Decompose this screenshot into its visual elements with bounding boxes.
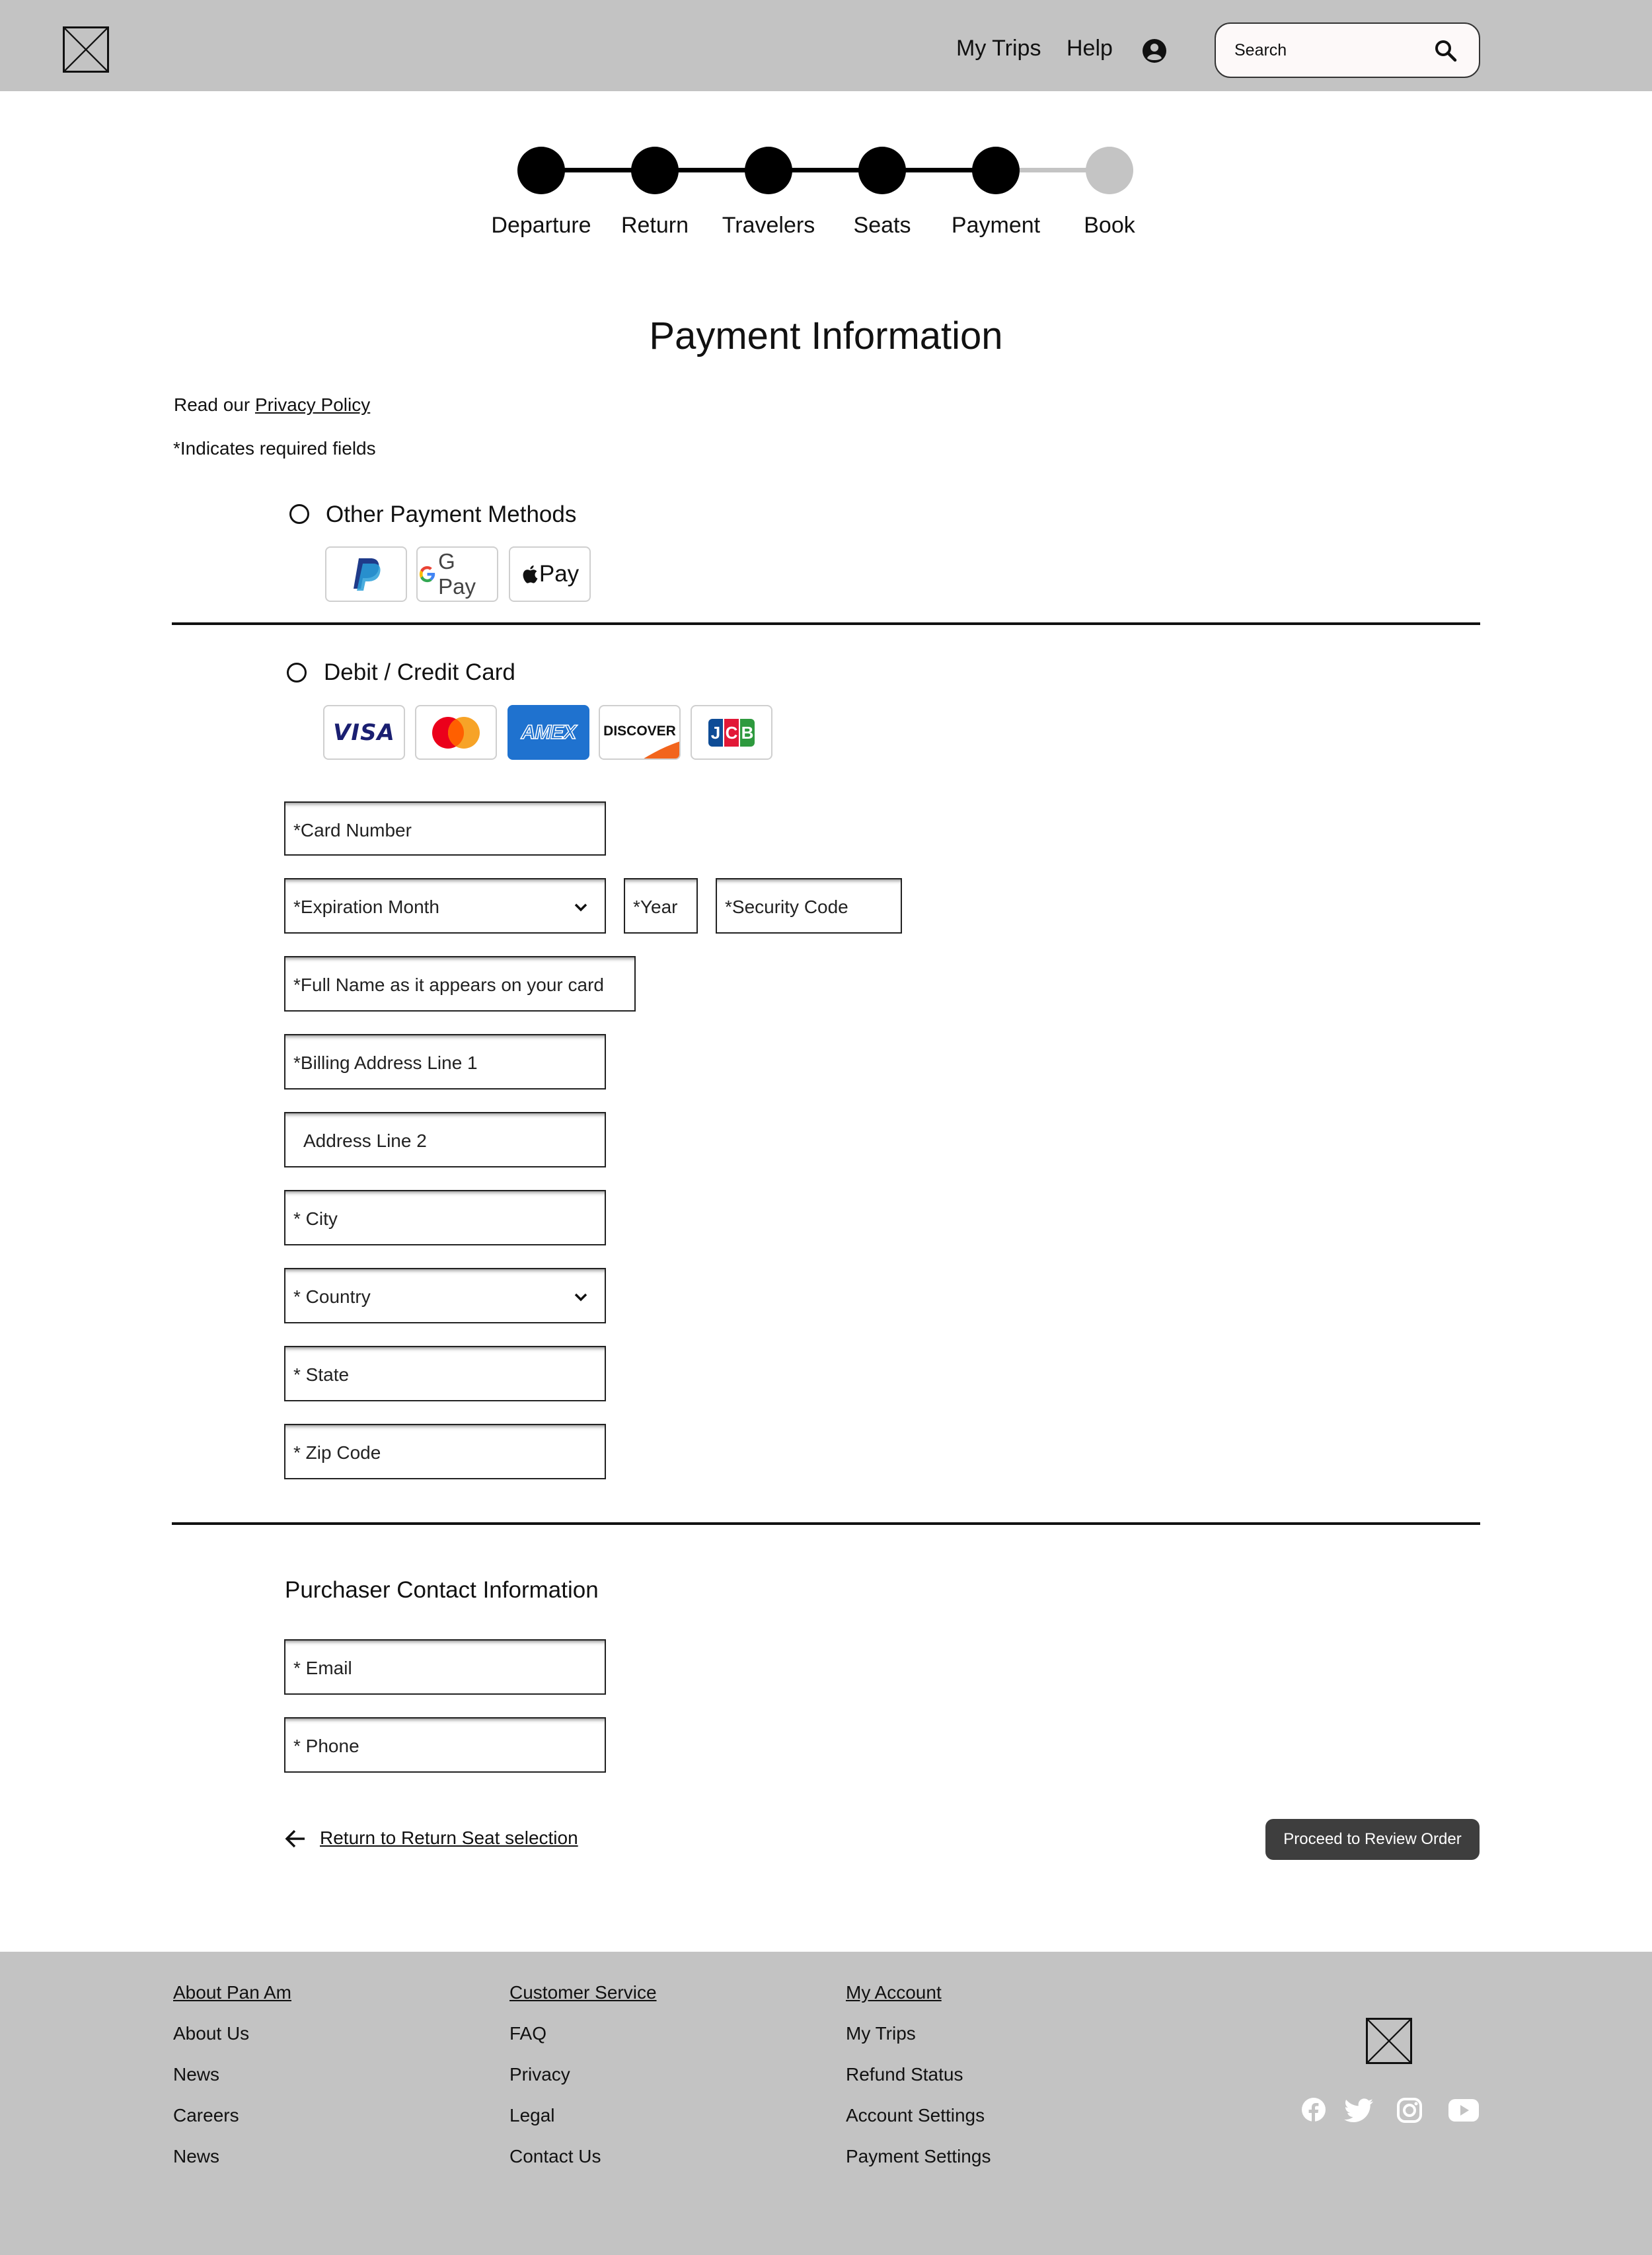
footer-heading-my-account[interactable]: My Account xyxy=(846,1982,942,2003)
country-label: * Country xyxy=(293,1286,371,1307)
footer-link[interactable]: News xyxy=(173,2146,220,2166)
card-number-field[interactable] xyxy=(284,801,606,856)
footer-heading-about[interactable]: About Pan Am xyxy=(173,1982,292,2003)
amex-logo xyxy=(507,705,589,760)
search-input[interactable] xyxy=(1215,22,1480,78)
jcb-letter-b: B xyxy=(740,719,755,747)
visa-logo xyxy=(323,705,405,760)
step-dot-departure[interactable] xyxy=(517,147,565,194)
footer-column-my-account xyxy=(846,1982,1110,2200)
country-select[interactable] xyxy=(284,1268,606,1323)
top-header xyxy=(0,0,1652,91)
footer-link[interactable]: About Us xyxy=(173,2023,250,2044)
footer-column-customer-service xyxy=(509,1982,774,2200)
privacy-note xyxy=(174,394,370,416)
step-dot-seats[interactable] xyxy=(858,147,906,194)
footer-link[interactable]: News xyxy=(173,2064,220,2085)
card-payment-radio[interactable] xyxy=(287,663,307,683)
privacy-policy-link[interactable]: Privacy Policy xyxy=(254,394,371,415)
google-pay-text: G Pay xyxy=(438,549,476,599)
step-dot-book xyxy=(1086,147,1133,194)
apple-pay-text: Pay xyxy=(539,561,580,587)
security-code-label: *Security Code xyxy=(725,897,848,917)
chevron-down-icon xyxy=(573,899,589,915)
other-payment-label: Other Payment Methods xyxy=(326,501,577,527)
footer-link[interactable]: Payment Settings xyxy=(846,2146,991,2166)
jcb-letter-c: C xyxy=(724,719,739,747)
search-icon[interactable] xyxy=(1433,38,1459,64)
step-label-travelers: Travelers xyxy=(722,213,815,238)
expiration-year-label: *Year xyxy=(633,897,678,917)
footer-heading-customer-service[interactable]: Customer Service xyxy=(509,1982,657,2003)
visa-logo-text: VISA xyxy=(333,719,395,746)
contact-section-title: Purchaser Contact Information xyxy=(285,1577,599,1603)
step-label-seats: Seats xyxy=(853,213,911,238)
paypal-button[interactable] xyxy=(325,546,407,602)
step-dot-return[interactable] xyxy=(631,147,679,194)
state-label: * State xyxy=(293,1364,350,1385)
zip-code-label: * Zip Code xyxy=(293,1442,381,1463)
footer xyxy=(0,1952,1652,2255)
nav-my-trips[interactable]: My Trips xyxy=(956,36,1041,61)
billing-address-line1-label: *Billing Address Line 1 xyxy=(293,1053,478,1073)
state-field[interactable] xyxy=(284,1346,606,1401)
footer-link[interactable]: Privacy xyxy=(509,2064,570,2085)
google-g-icon xyxy=(418,564,437,584)
amex-logo-text: AMEX xyxy=(521,721,576,743)
zip-code-field[interactable] xyxy=(284,1424,606,1479)
google-pay-button[interactable] xyxy=(416,546,498,602)
security-code-field[interactable] xyxy=(716,878,902,934)
address-line2-label: Address Line 2 xyxy=(303,1130,427,1151)
city-field[interactable] xyxy=(284,1190,606,1245)
footer-link[interactable]: Legal xyxy=(509,2105,555,2126)
email-field[interactable] xyxy=(284,1639,606,1695)
section-divider xyxy=(172,622,1480,625)
address-line2-field[interactable] xyxy=(284,1112,606,1167)
full-name-label: *Full Name as it appears on your card xyxy=(293,975,604,995)
section-divider xyxy=(172,1522,1480,1525)
phone-label: * Phone xyxy=(293,1736,359,1756)
privacy-prefix: Read our xyxy=(174,394,250,415)
step-dot-travelers[interactable] xyxy=(745,147,792,194)
billing-address-line1-field[interactable] xyxy=(284,1034,606,1090)
return-seat-selection-link[interactable]: Return to Return Seat selection xyxy=(320,1828,578,1848)
footer-link[interactable]: Careers xyxy=(173,2105,239,2126)
step-label-book: Book xyxy=(1084,213,1135,238)
jcb-logo xyxy=(691,705,772,760)
twitter-icon[interactable] xyxy=(1343,2098,1374,2124)
discover-logo xyxy=(599,705,681,760)
youtube-icon[interactable] xyxy=(1448,2098,1480,2122)
footer-link[interactable]: Contact Us xyxy=(509,2146,601,2166)
account-circle-icon[interactable] xyxy=(1142,38,1167,63)
jcb-mark xyxy=(708,719,755,747)
discover-logo-text: DISCOVER xyxy=(603,723,676,739)
footer-link[interactable]: Account Settings xyxy=(846,2105,985,2126)
step-label-return: Return xyxy=(620,213,689,238)
facebook-icon[interactable] xyxy=(1301,2097,1326,2122)
footer-link[interactable]: My Trips xyxy=(846,2023,916,2044)
nav-help[interactable]: Help xyxy=(1067,36,1113,61)
required-fields-note: *Indicates required fields xyxy=(173,438,376,459)
search-placeholder: Search xyxy=(1234,41,1287,59)
card-number-label: *Card Number xyxy=(293,820,412,840)
footer-link[interactable]: FAQ xyxy=(509,2023,547,2044)
proceed-to-review-button[interactable]: Proceed to Review Order xyxy=(1265,1819,1480,1860)
card-payment-label: Debit / Credit Card xyxy=(324,659,515,685)
city-label: * City xyxy=(293,1208,338,1229)
other-payment-radio[interactable] xyxy=(289,504,309,524)
apple-pay-button[interactable] xyxy=(509,546,591,602)
mastercard-icon xyxy=(428,716,484,750)
apple-icon xyxy=(521,564,538,585)
instagram-icon[interactable] xyxy=(1396,2097,1423,2124)
footer-logo-placeholder-icon[interactable] xyxy=(1366,2018,1412,2064)
expiration-month-select[interactable] xyxy=(284,878,606,934)
arrow-left-icon[interactable] xyxy=(284,1828,307,1850)
footer-link[interactable]: Refund Status xyxy=(846,2064,963,2085)
jcb-letter-j: J xyxy=(708,719,723,747)
step-label-payment: Payment xyxy=(951,213,1041,238)
footer-column-about xyxy=(173,1982,437,2200)
email-label: * Email xyxy=(293,1658,352,1678)
page-title: Payment Information xyxy=(649,314,1003,357)
full-name-field[interactable] xyxy=(284,956,636,1012)
mastercard-logo xyxy=(415,705,497,760)
paypal-icon xyxy=(350,557,383,591)
step-label-departure: Departure xyxy=(491,213,591,238)
phone-field[interactable] xyxy=(284,1717,606,1773)
step-dot-payment[interactable] xyxy=(972,147,1020,194)
expiration-month-label: *Expiration Month xyxy=(293,897,440,917)
chevron-down-icon xyxy=(573,1289,589,1305)
logo-placeholder-icon[interactable] xyxy=(63,26,109,73)
expiration-year-field[interactable] xyxy=(624,878,698,934)
